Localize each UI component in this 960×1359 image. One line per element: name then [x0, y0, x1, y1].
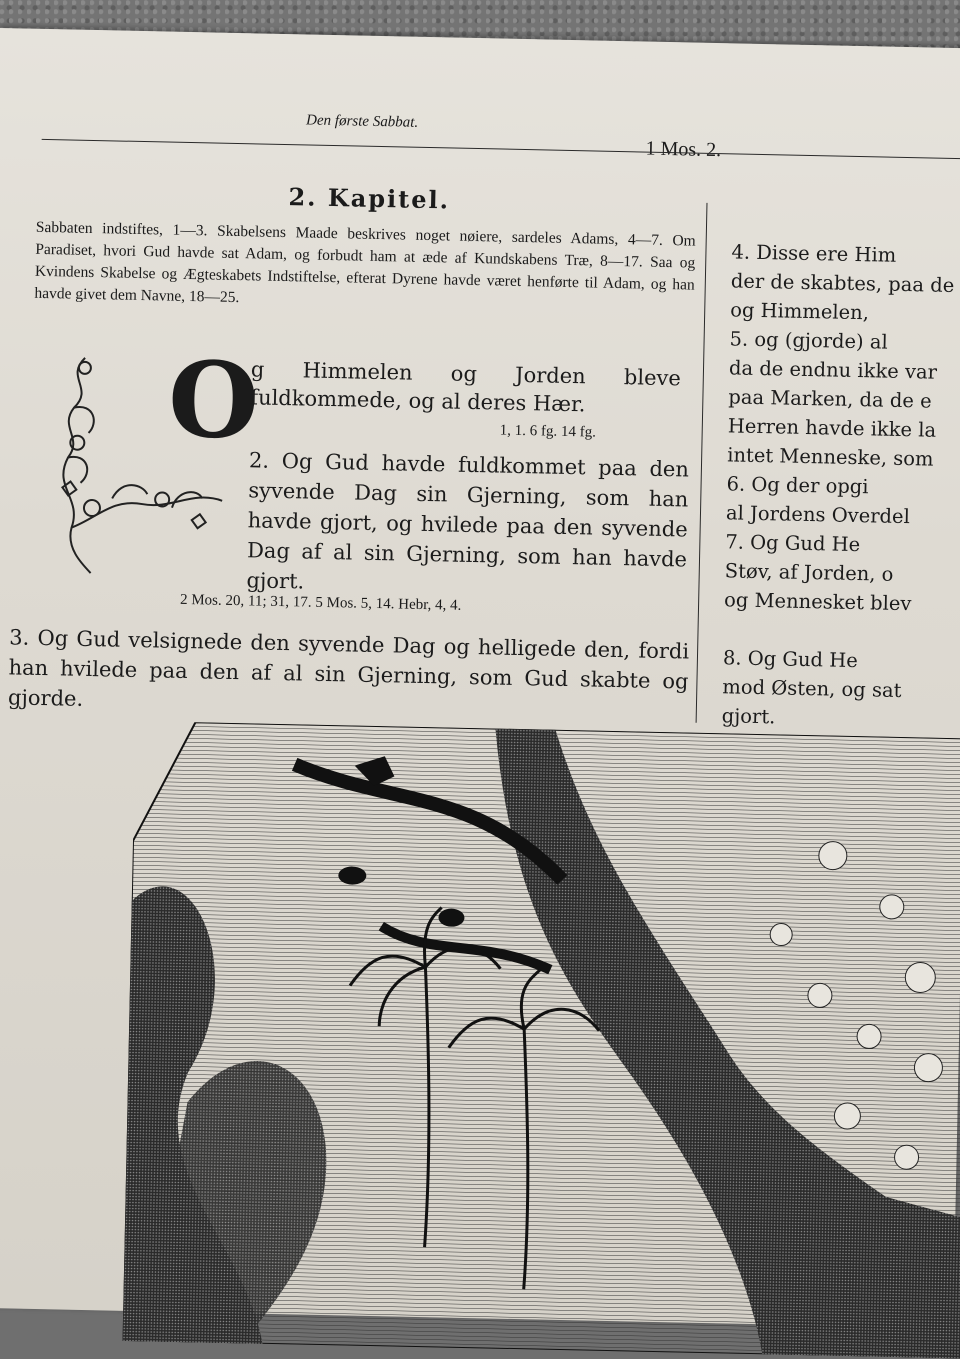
verse-2: 2. Og Gud havde fuldkommet paa den syvende Dag sin Gjerning, som han havde gjort, og hvilede paa den syvende Dag af al sin Gjerning, som han havde gjort.: [246, 448, 690, 594]
right-column: [721, 237, 960, 735]
chapter-summary: Sabbaten indstiftes, 1—3. Skabelsens Maade beskrives noget nøiere, sardeles Adams, 4—7. Om Paradiset, hvori Gud havde sat Adam, og forbudt ham at æde af Kundskabens Træ, 8—17. Saa og Kvindens Skabelse og Ægteskabets Indstiftelse, efterat Dyrene havde været henførte til Adam, og han havde givet dem Navne, 18—25.: [34, 218, 696, 307]
paradise-engraving: [123, 721, 960, 1358]
cross-reference-2: 2 Mos. 20, 11; 31, 17. 5 Mos. 5, 14. Hebr, 4, 4.: [179, 591, 462, 614]
right-line: gjort.: [721, 704, 776, 729]
right-line: Støv, af Jorden, o: [724, 559, 894, 586]
right-line: 6. Og der opgi: [726, 472, 869, 499]
chapter-title: 2. Kapitel.: [288, 182, 451, 215]
running-reference: 1 Mos. 2.: [645, 137, 722, 162]
header-rule: [42, 139, 960, 159]
right-line: intet Menneske, som: [726, 443, 934, 471]
right-line: 7. Og Gud He: [725, 530, 861, 557]
right-line: al Jordens Overdel: [725, 501, 911, 529]
right-line: og Himmelen,: [730, 298, 870, 325]
column-rule: [696, 203, 708, 723]
verse-3: 3. Og Gud velsignede den syvende Dag og helligede den, fordi han hvilede paa den af al sin Gjerning, som Gud skabte og gjorde.: [7, 625, 690, 711]
right-line: 5. og (gjorde) al: [729, 327, 888, 354]
right-line: Herren havde ikke la: [727, 414, 937, 442]
right-line: da de endnu ikke var: [728, 356, 938, 384]
running-head: Den første Sabbat.: [305, 112, 419, 131]
book-page: [0, 28, 960, 1328]
right-line: og Mennesket blev: [723, 588, 912, 616]
right-line: 4. Disse ere Him: [731, 240, 897, 267]
right-line: mod Østen, og sat: [722, 675, 902, 703]
drop-cap: O: [166, 337, 261, 463]
cross-reference-1: 1, 1. 6 fg. 14 fg.: [499, 422, 597, 441]
right-line: paa Marken, da de e: [728, 385, 932, 413]
verse-1: g Himmelen og Jorden bleve fuldkommede, og al deres Hær.: [250, 357, 682, 417]
right-line: der de skabtes, paa de: [730, 269, 955, 298]
right-line: 8. Og Gud He: [722, 646, 859, 673]
